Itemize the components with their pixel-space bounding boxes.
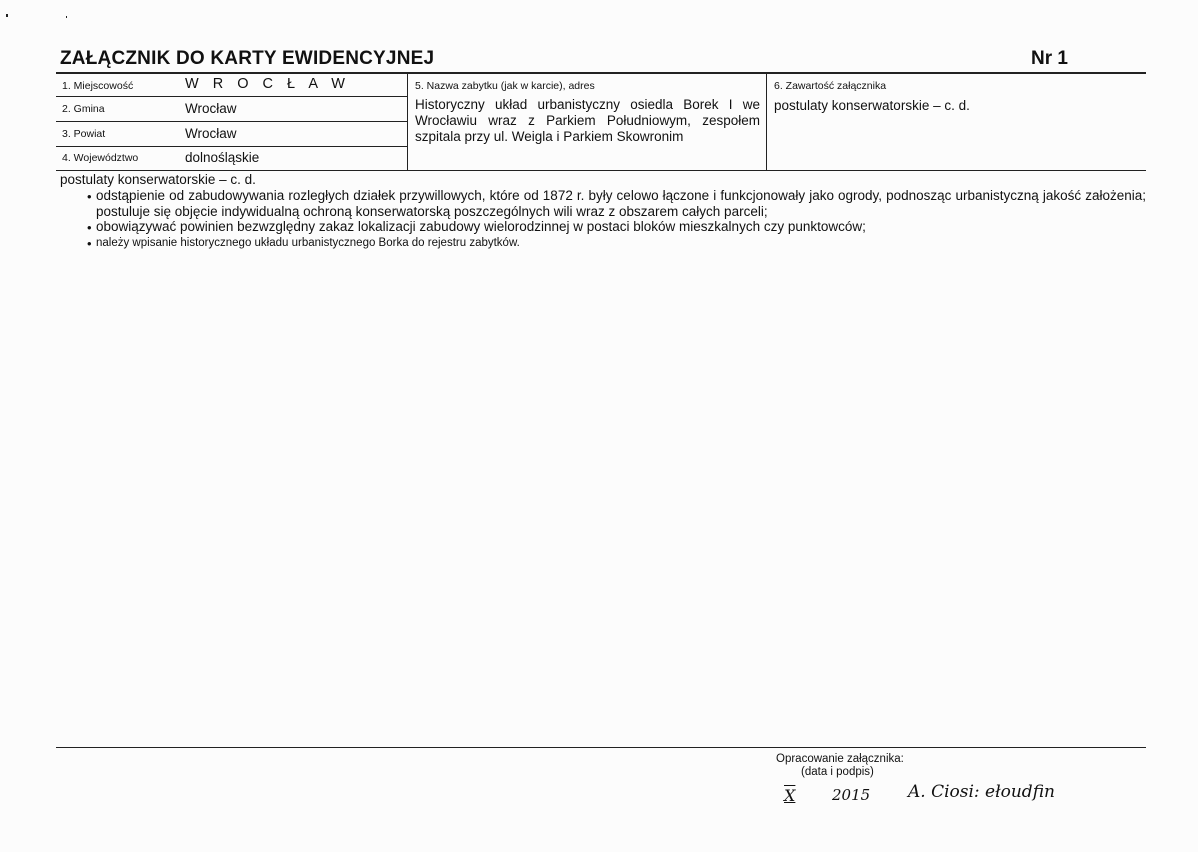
list-item-text: należy wpisanie historycznego układu urbanistycznego Borka do rejestru zabytków. <box>96 236 520 249</box>
powiat-value: Wrocław <box>185 126 237 141</box>
miejscowosc-value: W R O C Ł A W <box>185 76 350 92</box>
list-item <box>60 188 1146 219</box>
zawartosc-label: 6. Zawartość załącznika <box>774 80 887 92</box>
list-item <box>60 235 1146 251</box>
postulates-list <box>60 188 1146 251</box>
scan-speck <box>66 16 67 18</box>
table-top-border <box>56 72 1146 74</box>
powiat-label: 3. Powiat <box>62 128 106 140</box>
table-row-divider <box>56 96 407 97</box>
nazwa-zabytku-label: 5. Nazwa zabytku (jak w karcie), adres <box>415 80 595 92</box>
content-title: postulaty konserwatorskie – c. d. <box>60 172 256 187</box>
list-item-text: obowiązywać powinien bezwzględny zakaz lokalizacji zabudowy wielorodzinnej w postaci bloków mieszkalnych czy punktowców; <box>96 219 866 234</box>
bullet-icon: • <box>87 235 92 251</box>
handwritten-year: 2015 <box>832 786 871 804</box>
wojewodztwo-label: 4. Województwo <box>62 152 139 164</box>
table-bottom-border <box>56 170 1146 171</box>
list-item <box>60 219 1146 235</box>
prepared-sublabel: (data i podpis) <box>801 766 874 778</box>
gmina-value: Wrocław <box>185 101 237 116</box>
table-column-divider <box>407 73 408 170</box>
handwritten-month: X <box>784 786 796 805</box>
bullet-icon: • <box>87 189 92 204</box>
scan-speck <box>6 14 8 17</box>
bullet-icon: • <box>87 220 92 235</box>
table-row-divider <box>56 121 407 122</box>
table-row-divider <box>56 146 407 147</box>
nazwa-zabytku-value: Historyczny układ urbanistyczny osiedla Borek I we Wrocławiu wraz z Parkiem Południowym, zespołem szpitala przy ul. Weigla i Parkiem Skowronim <box>415 97 760 144</box>
prepared-label: Opracowanie załącznika: <box>776 753 904 765</box>
gmina-label: 2. Gmina <box>62 103 105 115</box>
zawartosc-value: postulaty konserwatorskie – c. d. <box>774 98 970 113</box>
handwritten-signature: A. Ciosi: ełoudfin <box>908 782 1055 802</box>
wojewodztwo-value: dolnośląskie <box>185 150 260 165</box>
footer-rule <box>56 747 1146 748</box>
attachment-number: Nr 1 <box>1031 48 1068 69</box>
list-item-text: odstąpienie od zabudowywania rozległych działek przywillowych, które od 1872 r. były celowo łączone i funkcjonowały jako ogrody, podnosząc urbanistyczną jakość założenia; postuluje się objęcie indywidualną ochroną konserwatorską poszczególnych wili wraz z obszarem całych parceli; <box>96 188 1146 219</box>
document-title: ZAŁĄCZNIK DO KARTY EWIDENCYJNEJ <box>60 48 435 69</box>
table-column-divider <box>766 73 767 170</box>
miejscowosc-label: 1. Miejscowość <box>62 80 134 92</box>
